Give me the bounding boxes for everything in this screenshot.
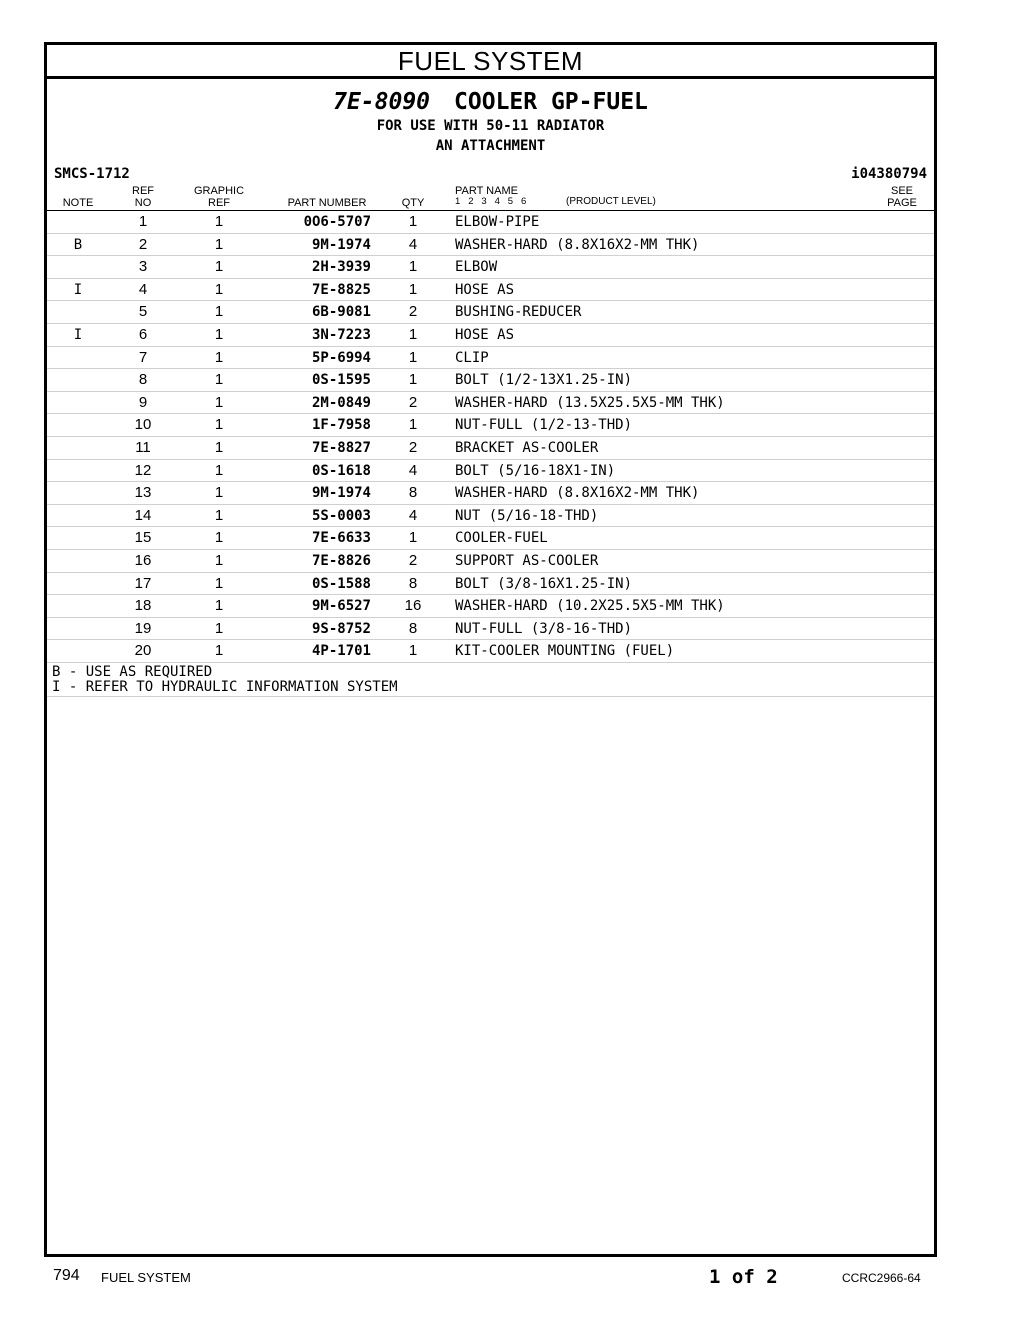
ref-no-cell: 7: [138, 348, 148, 366]
graphic-ref-cell: 1: [214, 280, 224, 298]
id-row: [47, 166, 934, 186]
part-number-cell: 0S-1588: [311, 575, 371, 592]
note-cell: B: [73, 236, 83, 253]
part-number-cell: 7E-8825: [311, 281, 371, 298]
ref-no-cell: 19: [134, 619, 152, 637]
ref-no-cell: 4: [138, 280, 148, 298]
part-number-cell: 7E-8827: [311, 439, 371, 456]
qty-cell: 2: [408, 438, 418, 456]
page-of-indicator: 1 of 2: [709, 1266, 778, 1288]
table-row: [47, 211, 934, 234]
graphic-ref-cell: 1: [214, 642, 224, 660]
part-name-cell: NUT-FULL (3/8-16-THD): [455, 620, 633, 637]
table-row: [47, 392, 934, 415]
part-name-cell: BUSHING-REDUCER: [455, 304, 582, 321]
part-number-cell: 2H-3939: [311, 259, 371, 276]
graphic-ref-cell: 1: [214, 506, 224, 524]
part-name-cell: BOLT (5/16-18X1-IN): [455, 462, 616, 479]
qty-cell: 1: [408, 371, 418, 389]
part-name-cell: KIT-COOLER MOUNTING (FUEL): [455, 643, 675, 660]
table-row: [47, 573, 934, 596]
table-row: [47, 640, 934, 663]
table-row: [47, 347, 934, 370]
table-row: [47, 256, 934, 279]
qty-cell: 2: [408, 551, 418, 569]
group-subtitle-2: AN ATTACHMENT: [435, 138, 546, 154]
table-row: [47, 234, 934, 257]
table-row: [47, 595, 934, 618]
ref-no-cell: 11: [135, 438, 151, 456]
qty-cell: 4: [408, 235, 418, 253]
part-name-cell: WASHER-HARD (10.2X25.5X5-MM THK): [455, 598, 725, 615]
ref-no-cell: 14: [134, 506, 152, 524]
footer-section: FUEL SYSTEM: [101, 1270, 191, 1285]
qty-cell: 16: [404, 597, 422, 615]
ref-no-cell: 3: [138, 258, 148, 276]
qty-cell: 1: [408, 258, 418, 276]
part-name-cell: SUPPORT AS-COOLER: [455, 552, 599, 569]
qty-cell: 8: [408, 484, 418, 502]
document-code: CCRC2966-64: [842, 1271, 921, 1285]
graphic-ref-cell: 1: [214, 371, 224, 389]
qty-cell: 1: [408, 280, 418, 298]
section-title: FUEL SYSTEM: [47, 45, 934, 79]
part-name-cell: ELBOW-PIPE: [455, 214, 540, 230]
col-ref-bottom: NO: [134, 197, 152, 209]
part-name-cell: CLIP: [455, 349, 489, 366]
table-row: [47, 324, 934, 347]
table-row: [47, 279, 934, 302]
part-name-cell: NUT (5/16-18-THD): [455, 507, 599, 524]
smcs-code: SMCS-1712: [54, 166, 130, 182]
part-number-cell: 5S-0003: [311, 507, 371, 524]
graphic-ref-cell: 1: [214, 438, 224, 456]
ref-no-cell: 12: [134, 461, 152, 479]
col-part-name: PART NAME: [455, 185, 518, 197]
part-name-cell: WASHER-HARD (8.8X16X2-MM THK): [455, 236, 700, 253]
col-graphic-bottom: REF: [208, 197, 230, 209]
qty-cell: 2: [408, 303, 418, 321]
ref-no-cell: 13: [134, 484, 152, 502]
ref-no-cell: 16: [134, 551, 152, 569]
group-name: COOLER GP-FUEL: [454, 89, 648, 115]
table-row: [47, 437, 934, 460]
table-row: [47, 482, 934, 505]
graphic-ref-cell: 1: [214, 551, 224, 569]
part-number-cell: 0O6-5707: [303, 214, 371, 230]
page-footer: [0, 1266, 1020, 1290]
part-name-cell: BRACKET AS-COOLER: [455, 439, 599, 456]
col-graphic-top: GRAPHIC: [193, 185, 245, 197]
group-number: 7E-8090: [333, 89, 431, 115]
table-row: [47, 527, 934, 550]
page-number: 794: [53, 1267, 80, 1284]
graphic-ref-cell: 1: [214, 213, 224, 230]
part-number-cell: 4P-1701: [311, 643, 371, 660]
graphic-ref-cell: 1: [214, 574, 224, 592]
graphic-ref-cell: 1: [214, 393, 224, 411]
ref-no-cell: 8: [138, 371, 148, 389]
qty-cell: 1: [408, 213, 418, 230]
legend-line: B - USE AS REQUIRED: [52, 663, 213, 680]
qty-cell: 1: [408, 642, 418, 660]
graphic-ref-cell: 1: [214, 597, 224, 615]
part-number-cell: 3N-7223: [311, 326, 371, 343]
col-part-number: PART NUMBER: [287, 197, 367, 209]
col-ref-top: REF: [132, 185, 154, 197]
qty-cell: 4: [408, 461, 418, 479]
part-number-cell: 7E-6633: [311, 530, 371, 547]
part-name-cell: HOSE AS: [455, 281, 515, 298]
part-name-cell: ELBOW: [455, 259, 498, 276]
table-row: [47, 301, 934, 324]
graphic-ref-cell: 1: [214, 303, 224, 321]
part-number-cell: 2M-0849: [311, 394, 371, 411]
graphic-ref-cell: 1: [214, 529, 224, 547]
graphic-ref-cell: 1: [214, 619, 224, 637]
graphic-ref-cell: 1: [214, 348, 224, 366]
part-number-cell: 0S-1595: [311, 372, 371, 389]
part-number-cell: 9S-8752: [311, 620, 371, 637]
col-product-level: (PRODUCT LEVEL): [566, 196, 656, 207]
part-number-cell: 7E-8826: [311, 552, 371, 569]
part-number-cell: 0S-1618: [311, 462, 371, 479]
group-subtitle-1: FOR USE WITH 50-11 RADIATOR: [376, 118, 605, 134]
ref-no-cell: 9: [138, 393, 148, 411]
part-number-cell: 1F-7958: [311, 417, 371, 434]
table-row: [47, 460, 934, 483]
note-cell: I: [73, 281, 83, 298]
ref-no-cell: 18: [134, 597, 152, 615]
graphic-ref-cell: 1: [214, 416, 224, 434]
part-name-cell: BOLT (3/8-16X1.25-IN): [455, 575, 633, 592]
ref-no-cell: 10: [134, 416, 152, 434]
part-name-cell: NUT-FULL (1/2-13-THD): [455, 417, 633, 434]
qty-cell: 4: [408, 506, 418, 524]
part-number-cell: 9M-6527: [311, 598, 371, 615]
parts-table: [47, 211, 934, 663]
part-name-cell: WASHER-HARD (8.8X16X2-MM THK): [455, 485, 700, 502]
ref-no-cell: 2: [138, 235, 148, 253]
part-name-cell: HOSE AS: [455, 326, 515, 343]
ref-no-cell: 6: [138, 325, 148, 343]
notes-legend: [47, 663, 934, 697]
qty-cell: 8: [408, 574, 418, 592]
qty-cell: 1: [408, 529, 418, 547]
qty-cell: 8: [408, 619, 418, 637]
col-qty: QTY: [401, 197, 425, 209]
note-cell: I: [73, 326, 83, 343]
graphic-ref-cell: 1: [214, 325, 224, 343]
table-row: [47, 505, 934, 528]
ref-no-cell: 20: [134, 642, 152, 660]
part-number-cell: 9M-1974: [311, 236, 371, 253]
part-name-cell: COOLER-FUEL: [455, 530, 548, 547]
table-row: [47, 550, 934, 573]
qty-cell: 1: [408, 325, 418, 343]
ref-no-cell: 17: [134, 574, 152, 592]
group-header: [47, 88, 934, 156]
col-see-bottom: PAGE: [887, 197, 917, 209]
table-row: [47, 618, 934, 641]
qty-cell: 2: [408, 393, 418, 411]
graphic-ref-cell: 1: [214, 235, 224, 253]
column-header: [47, 186, 934, 211]
part-number-cell: 5P-6994: [311, 349, 371, 366]
table-row: [47, 414, 934, 437]
parts-page-frame: [44, 42, 937, 1257]
group-title: [47, 88, 934, 116]
part-name-cell: WASHER-HARD (13.5X25.5X5-MM THK): [455, 394, 725, 411]
illustration-id: i04380794: [851, 166, 927, 182]
col-levels: 1 2 3 4 5 6: [455, 196, 527, 207]
graphic-ref-cell: 1: [214, 258, 224, 276]
qty-cell: 1: [408, 416, 418, 434]
col-see-top: SEE: [890, 185, 913, 197]
part-number-cell: 6B-9081: [311, 304, 371, 321]
part-number-cell: 9M-1974: [311, 485, 371, 502]
legend-line: I - REFER TO HYDRAULIC INFORMATION SYSTEM: [52, 678, 398, 695]
col-note: NOTE: [62, 197, 94, 209]
table-row: [47, 369, 934, 392]
ref-no-cell: 1: [138, 213, 148, 230]
ref-no-cell: 5: [138, 303, 148, 321]
part-name-cell: BOLT (1/2-13X1.25-IN): [455, 372, 633, 389]
graphic-ref-cell: 1: [214, 461, 224, 479]
qty-cell: 1: [408, 348, 418, 366]
ref-no-cell: 15: [134, 529, 152, 547]
graphic-ref-cell: 1: [214, 484, 224, 502]
